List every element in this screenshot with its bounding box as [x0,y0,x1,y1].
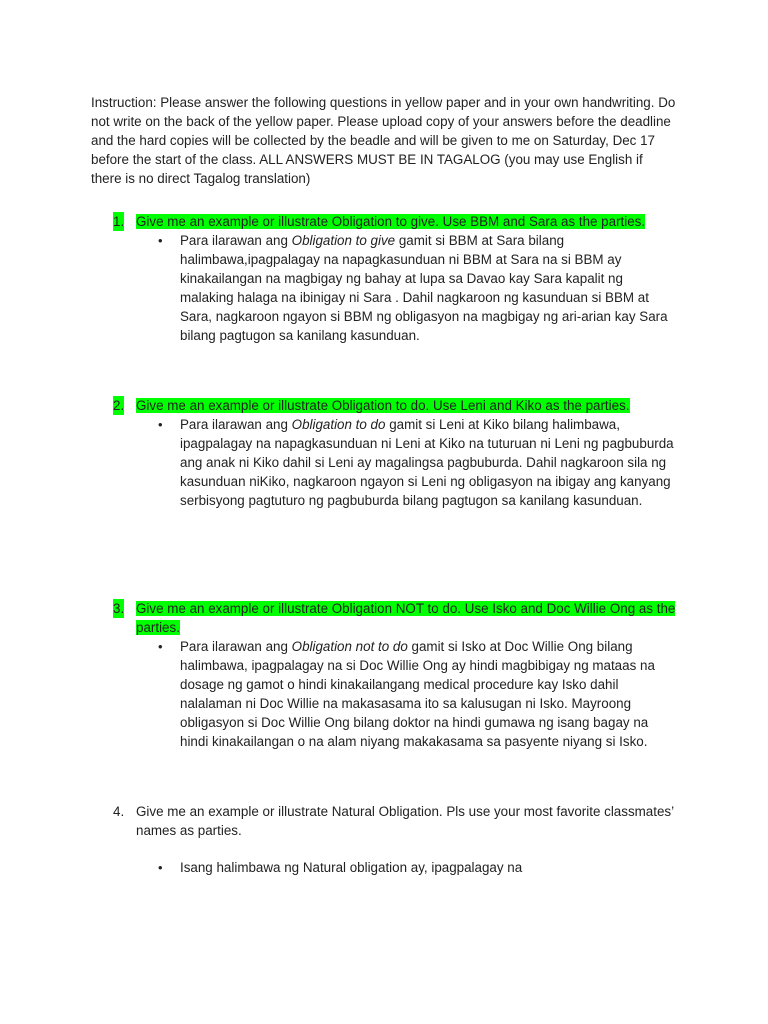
question-text: Give me an example or illustrate Obligation to do. Use Leni and Kiko as the parties. [136,398,630,413]
bullet-icon: • [158,860,163,875]
answer-2 [158,415,678,510]
question-text: Give me an example or illustrate Obligation to give. Use BBM and Sara as the parties. [136,214,646,229]
bullet-icon: • [158,417,163,432]
bullet-icon: • [158,233,163,248]
answer-text-pre: Para ilarawan ang [180,233,292,248]
bullet-icon: • [158,639,163,654]
question-text: Give me an example or illustrate Natural Obligation. Pls use your most favorite classmates’ names as parties. [136,804,674,838]
document-page [91,93,681,877]
answer-1 [158,231,678,345]
answer-text-post: gamit si Leni at Kiko bilang halimbawa, ipagpalagay na napagkasunduan ni Leni at Kiko na tuturuan ni Leni ng pagbuburda ang anak ni Kiko dahil si Leni ay magalingsa pagbuburda. Dahil nagkaroon sila ng kasunduan niKiko, nagkaroon ngayon si Leni ng obligasyon na ibigay ang kanyang serbisyong pagtuturo ng pagbuburda bilang pagtugon sa kanilang kasunduan. [180,417,674,508]
question-number: 2. [113,398,125,413]
question-number: 4. [113,804,125,819]
answer-4 [158,858,678,877]
question-text: Give me an example or illustrate Obligation NOT to do. Use Isko and Doc Willie Ong as the parties. [136,601,676,635]
answer-text-pre: Para ilarawan ang [180,639,292,654]
question-2 [113,396,681,415]
answer-3 [158,637,678,751]
answer-term: Obligation not to do [291,639,408,654]
answer-term: Obligation to give [291,233,396,248]
question-4 [113,802,681,840]
question-number: 3. [113,601,125,616]
answer-term: Obligation to do [291,417,386,432]
answer-text-post: gamit si BBM at Sara bilang halimbawa,ipagpalagay na napagkasunduan ni BBM at Sara na si BBM ay kinakailangan na magbigay ng bahay at lupa sa Davao kay Sara kapalit ng malaking halaga na ibinigay ni Sara . Dahil nagkaroon ng kasunduan si BBM at Sara, nagkaroon ngayon si BBM ng obligasyon na magbigay ng ari-arian kay Sara bilang pagtugon sa kanilang kasunduan. [180,233,668,343]
question-number: 1. [113,214,125,229]
answer-text-post: gamit si Isko at Doc Willie Ong bilang halimbawa, ipagpalagay na si Doc Willie Ong ay hindi magbibigay ng mataas na dosage ng gamot o hindi kinakailangang medical procedure kay Isko dahil nalalaman ni Doc Willie na makasasama ito sa kalusugan ni Isko. Mayroong obligasyon si Doc Willie Ong bilang doktor na hindi gumawa ng isang bagay na hindi kinakailangan o na alam niyang makakasama sa pasyente niyang si Isko. [180,639,655,749]
question-1 [113,212,681,231]
question-3 [113,599,681,637]
instruction-paragraph: Instruction: Please answer the following questions in yellow paper and in your own handwriting. Do not write on the back of the yellow paper. Please upload copy of your answers before the deadline and the hard copies will be collected by the beadle and will be given to me on Saturday, Dec 17 before the start of the class. ALL ANSWERS MUST BE IN TAGALOG (you may use English if there is no direct Tagalog translation) [91,95,676,186]
answer-text-pre: Isang halimbawa ng Natural obligation ay, ipagpalagay na [180,860,523,875]
answer-text-pre: Para ilarawan ang [180,417,292,432]
